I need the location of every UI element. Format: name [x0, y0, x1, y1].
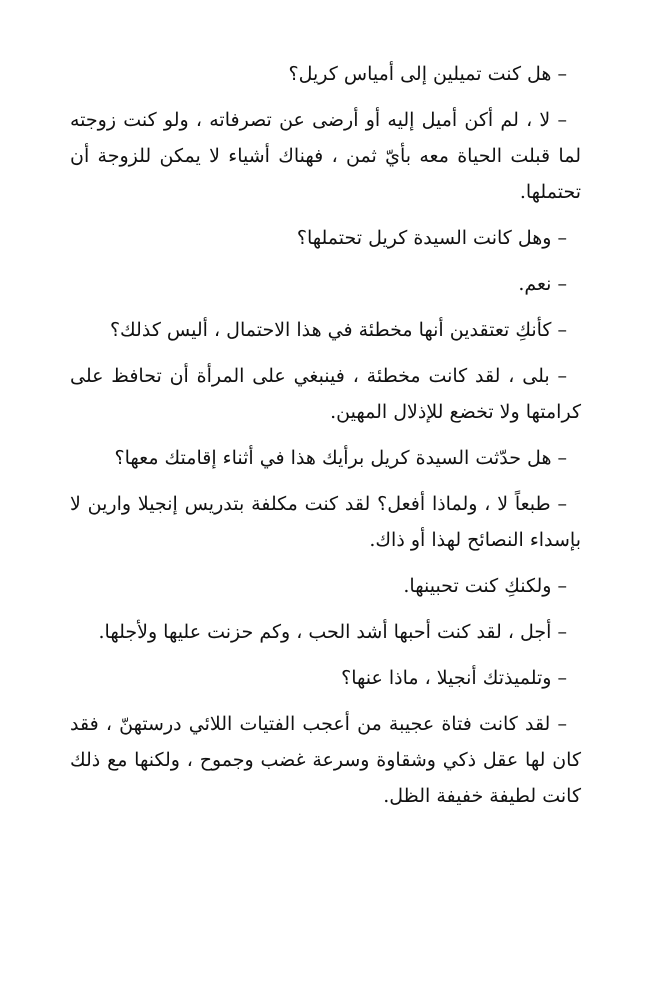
dialogue-line: – طبعاً لا ، ولماذا أفعل؟ لقد كنت مكلفة بتدريس إنجيلا وارين لا بإسداء النصائح لهذا أو ذاك.	[70, 493, 581, 551]
dialogue-line: – ولكنكِ كنت تحبينها.	[403, 575, 567, 597]
dialogue-line: – وتلميذتك أنجيلا ، ماذا عنها؟	[341, 667, 567, 689]
dialogue-line: – وهل كانت السيدة كريل تحتملها؟	[296, 227, 567, 249]
dialogue-line: – أجل ، لقد كنت أحبها أشد الحب ، وكم حزنت عليها ولأجلها.	[98, 621, 567, 643]
dialogue-line: – هل كنت تميلين إلى أمياس كريل؟	[288, 63, 567, 85]
text-page	[70, 56, 581, 824]
dialogue-line: – لقد كانت فتاة عجيبة من أعجب الفتيات اللائي درستهنّ ، فقد كان لها عقل ذكي وشقاوة وسرعة غضب وجموح ، ولكنها مع ذلك كانت لطيفة خفيفة الظل.	[70, 713, 581, 807]
dialogue-line: – كأنكِ تعتقدين أنها مخطئة في هذا الاحتمال ، أليس كذلك؟	[109, 319, 567, 341]
dialogue-line: – لا ، لم أكن أميل إليه أو أرضى عن تصرفاته ، ولو كنت زوجته لما قبلت الحياة معه بأيّ ثمن ، فهناك أشياء لا يمكن للزوجة أن تحتملها.	[70, 109, 581, 203]
dialogue-line: – بلى ، لقد كانت مخطئة ، فينبغي على المرأة أن تحافظ على كرامتها ولا تخضع للإذلال المهين.	[70, 365, 581, 423]
dialogue-line: – هل حدّثت السيدة كريل برأيك هذا في أثناء إقامتك معها؟	[114, 447, 567, 469]
dialogue-line: – نعم.	[518, 273, 567, 295]
